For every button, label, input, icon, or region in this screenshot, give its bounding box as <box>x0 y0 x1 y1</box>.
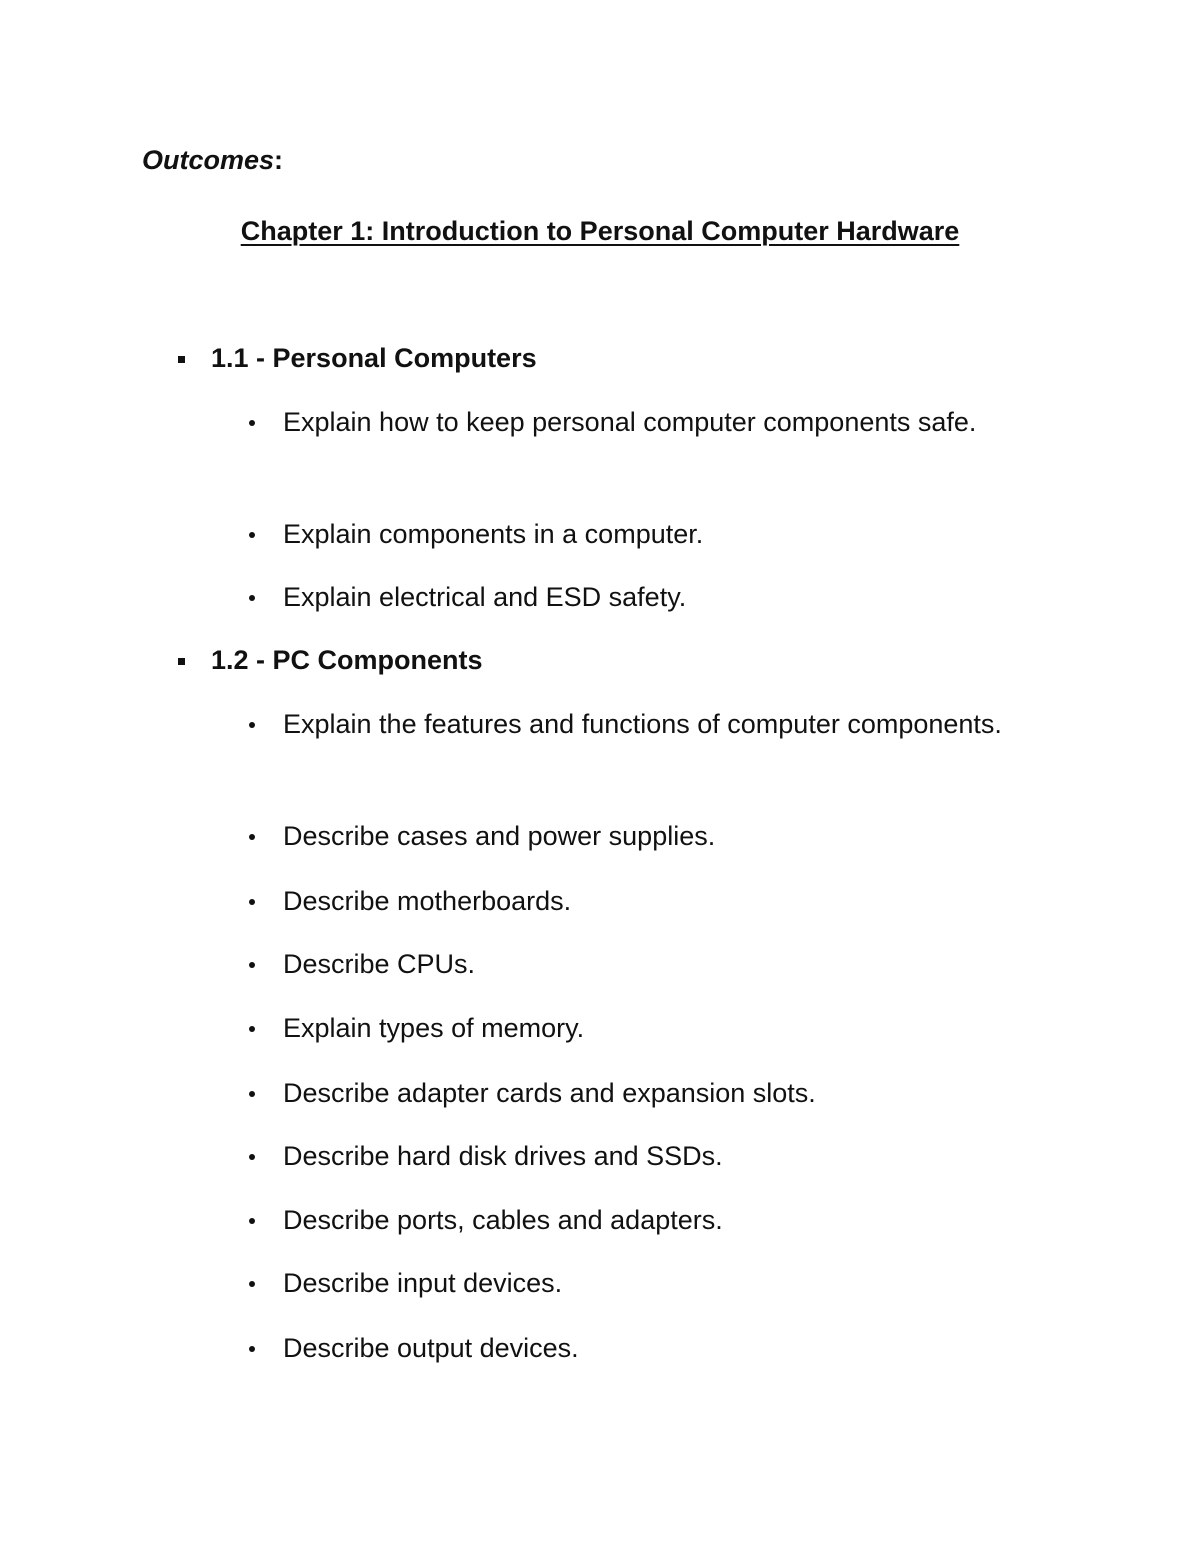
bullet-icon <box>249 1281 255 1287</box>
list-item-text: Describe adapter cards and expansion slots. <box>283 1078 816 1108</box>
bullet-icon <box>249 722 255 728</box>
bullet-icon <box>249 420 255 426</box>
list-item-text: Describe input devices. <box>283 1268 563 1298</box>
square-bullet-icon <box>178 356 185 363</box>
section-heading <box>0 642 1200 682</box>
bullet-icon <box>249 899 255 905</box>
list-item-text: Describe output devices. <box>283 1333 579 1363</box>
square-bullet-icon <box>178 658 185 665</box>
list-item-text: Explain the features and functions of computer components. <box>283 709 1002 739</box>
bullet-icon <box>249 1091 255 1097</box>
list-item-text: Explain types of memory. <box>283 1013 585 1043</box>
bullet-icon <box>249 1218 255 1224</box>
list-item-text: Describe CPUs. <box>283 949 476 979</box>
bullet-icon <box>249 1026 255 1032</box>
section-title: 1.1 - Personal Computers <box>211 343 537 373</box>
list-item-text: Explain electrical and ESD safety. <box>283 582 687 612</box>
bullet-icon <box>249 962 255 968</box>
list-item-text: Describe hard disk drives and SSDs. <box>283 1141 723 1171</box>
section-pc-components <box>0 642 1200 682</box>
list-item-text: Explain how to keep personal computer components safe. <box>283 407 977 437</box>
bullet-icon <box>249 1346 255 1352</box>
bullet-icon <box>249 595 255 601</box>
bullet-icon <box>249 532 255 538</box>
outcomes-word: Outcomes <box>142 145 275 175</box>
bullet-icon <box>249 834 255 840</box>
list-item-text: Describe cases and power supplies. <box>283 821 716 851</box>
list-item-text: Explain components in a computer. <box>283 519 704 549</box>
list-item-text: Describe ports, cables and adapters. <box>283 1205 723 1235</box>
section-heading <box>0 340 1200 380</box>
outcomes-heading <box>142 142 283 178</box>
outcomes-colon: : <box>274 145 284 175</box>
section-personal-computers <box>0 340 1200 380</box>
section-title: 1.2 - PC Components <box>211 645 483 675</box>
list-item-text: Describe motherboards. <box>283 886 572 916</box>
chapter-title: Chapter 1: Introduction to Personal Computer Hardware <box>240 216 960 246</box>
bullet-icon <box>249 1154 255 1160</box>
